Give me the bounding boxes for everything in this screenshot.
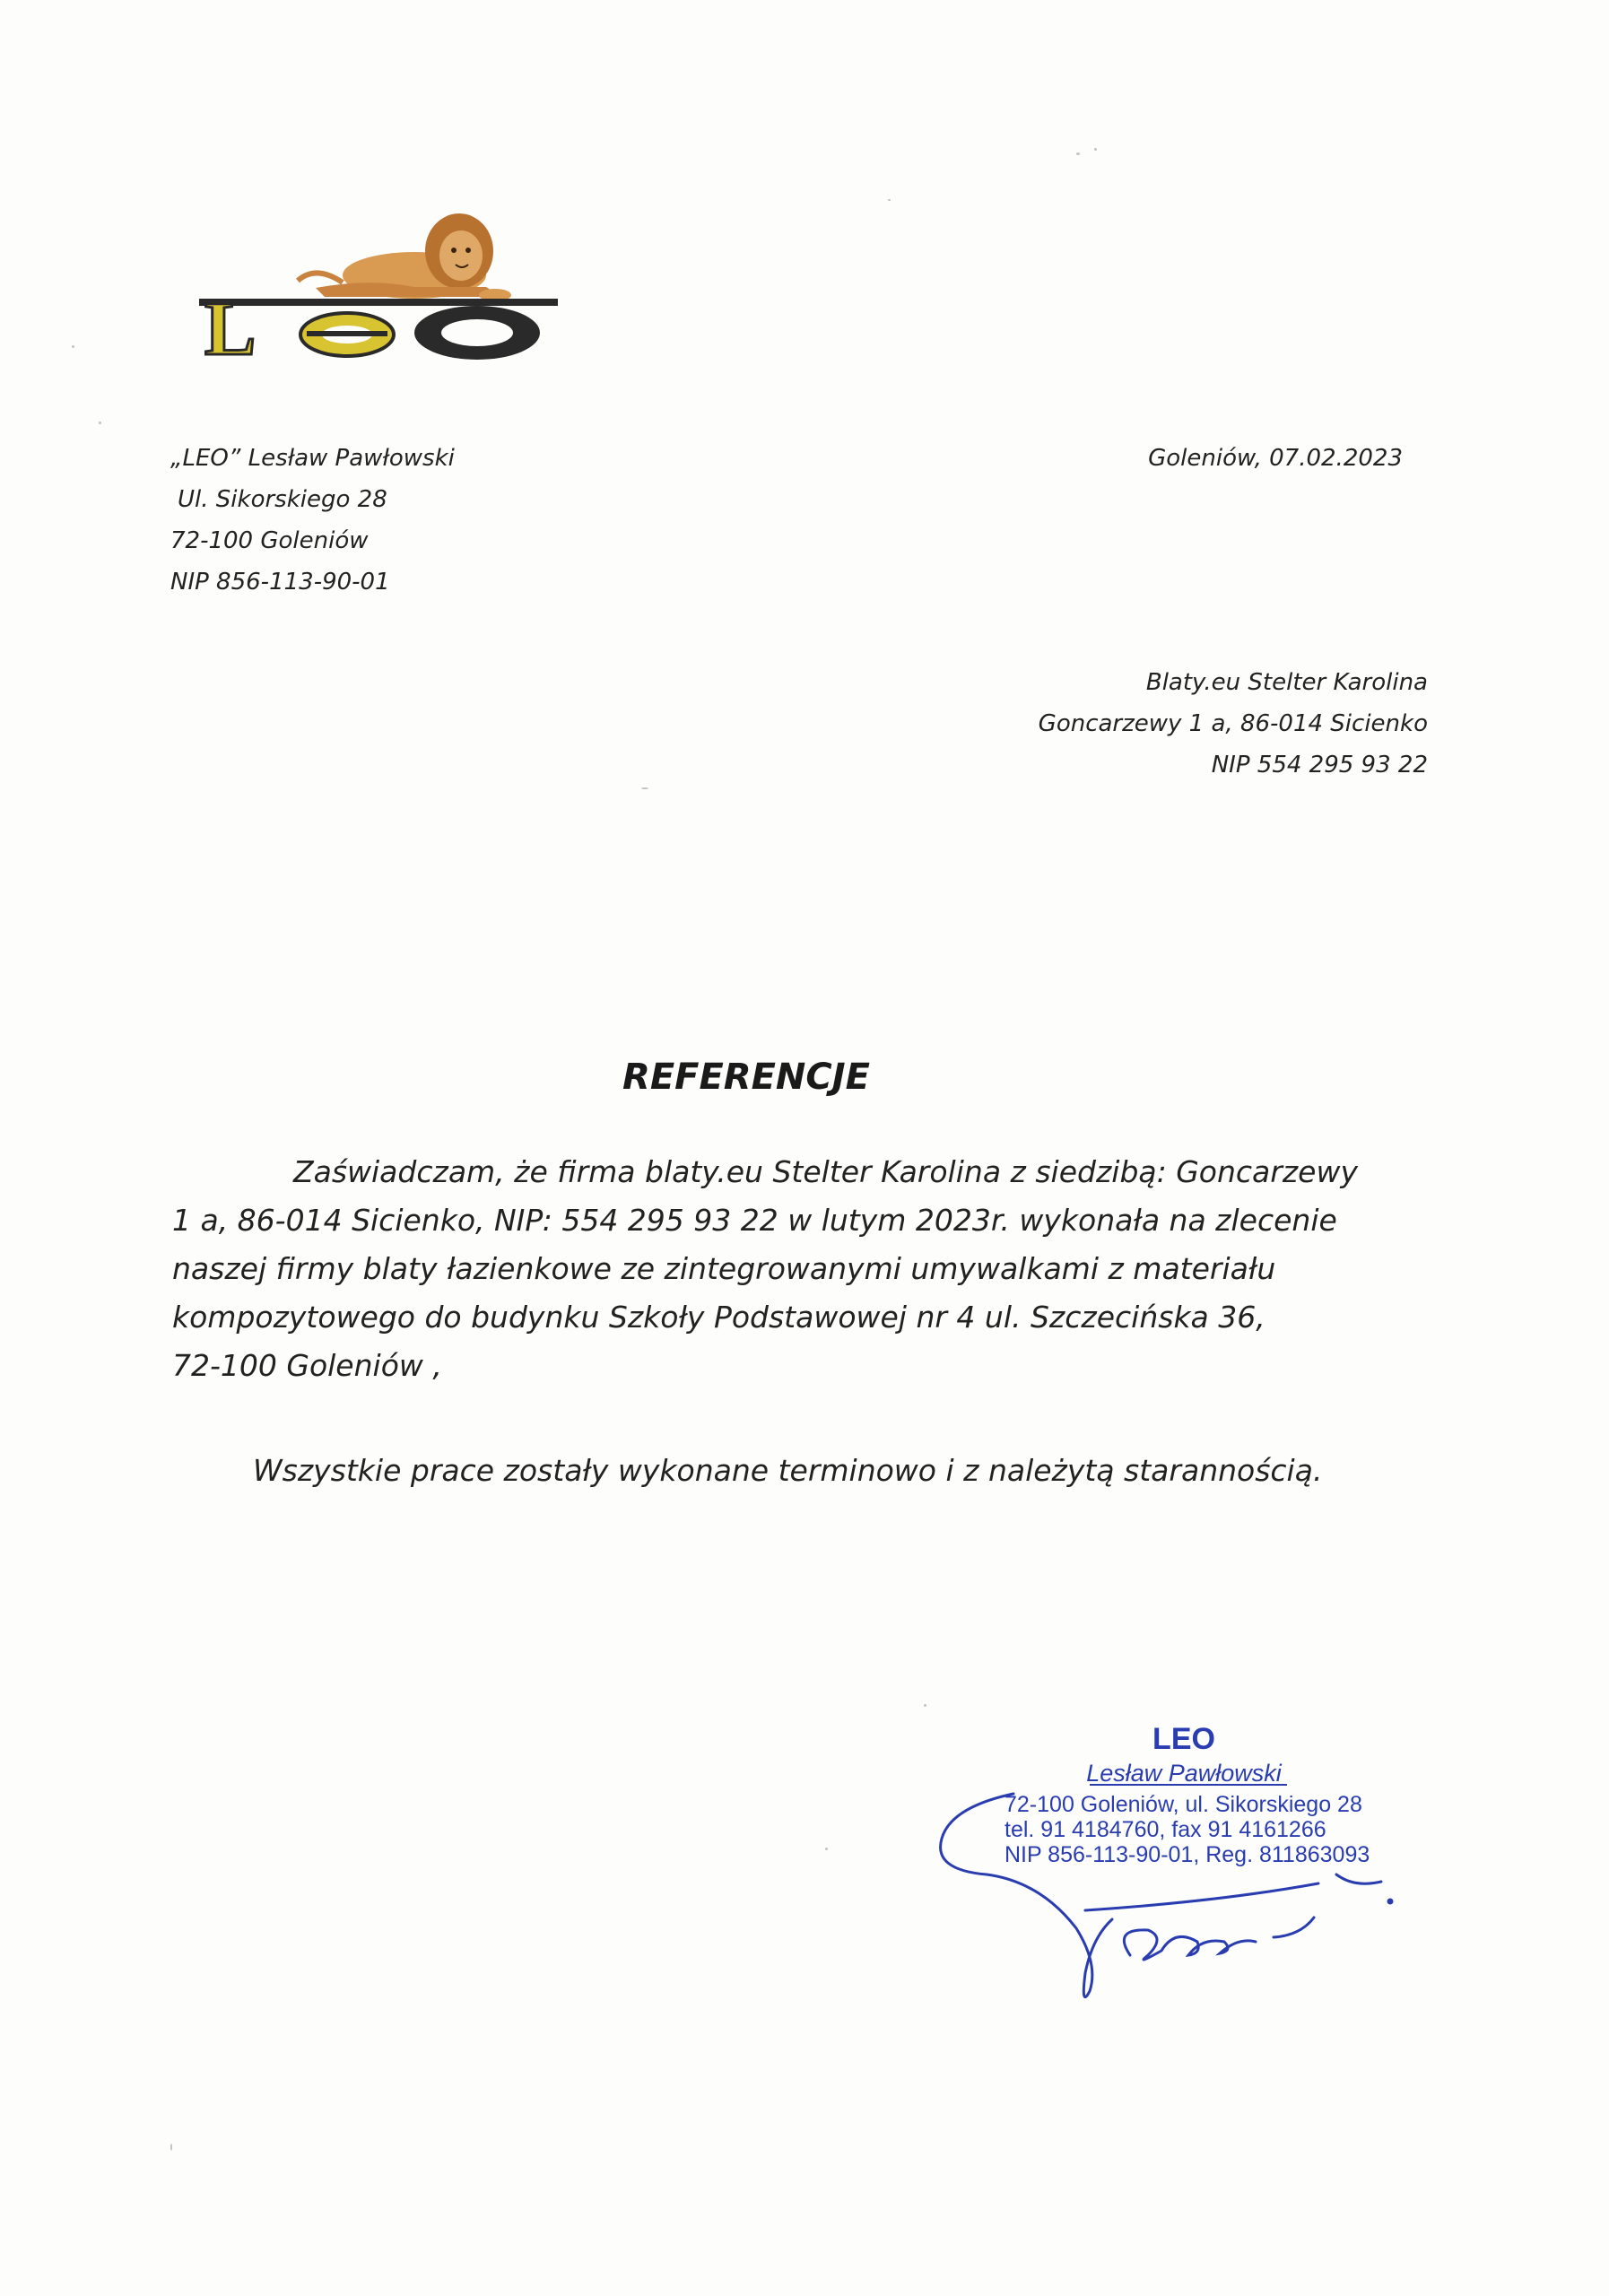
scan-speck: [924, 1704, 926, 1707]
scan-speck: [888, 199, 891, 201]
company-stamp: [933, 1722, 1435, 2018]
stamp-name: LEO: [1152, 1722, 1215, 1756]
scan-speck: [1076, 152, 1080, 155]
body-paragraph: [172, 1148, 1437, 1390]
lion-icon: [298, 213, 511, 301]
recipient-address: [1039, 662, 1428, 786]
stamp-owner: Lesław Pawłowski: [1086, 1760, 1282, 1787]
body-line: kompozytowego do budynku Szkoły Podstawowej nr 4 ul. Szczecińska 36,: [172, 1300, 1265, 1335]
leo-logo: [190, 202, 567, 363]
body-line: 1 a, 86-014 Sicienko, NIP: 554 295 93 22 w lutym 2023r. wykonała na zlecenie: [172, 1203, 1337, 1238]
sender-city: 72-100 Goleniów: [170, 527, 369, 554]
recipient-street: Goncarzewy 1 a, 86-014 Sicienko: [1038, 710, 1428, 737]
document-title: [0, 1057, 1609, 1098]
scan-speck: [1094, 148, 1097, 151]
document-title-text: REFERENCJE: [622, 1057, 870, 1098]
scan-speck: [99, 422, 101, 424]
sender-street: Ul. Sikorskiego 28: [178, 486, 387, 513]
scan-speck: [72, 345, 74, 348]
body-line: 72-100 Goleniów ,: [172, 1348, 442, 1383]
sender-name: „LEO” Lesław Pawłowski: [170, 445, 455, 472]
stamp-phone: tel. 91 4184760, fax 91 4161266: [1005, 1817, 1326, 1842]
scan-speck: [825, 1848, 828, 1850]
body-line: Zaświadczam, że firma blaty.eu Stelter Karolina z siedzibą: Goncarzewy: [293, 1154, 1358, 1189]
place-date: Goleniów, 07.02.2023: [1148, 445, 1403, 472]
body-line: naszej firmy blaty łazienkowe ze zintegrowanymi umywalkami z materiału: [172, 1251, 1276, 1286]
scan-speck: [170, 2144, 172, 2151]
stamp-address: 72-100 Goleniów, ul. Sikorskiego 28: [1005, 1792, 1362, 1817]
sender-nip: NIP 856-113-90-01: [170, 569, 390, 596]
svg-text:L: L: [204, 285, 257, 363]
recipient-nip: NIP 554 295 93 22: [1211, 752, 1428, 778]
closing-statement: Wszystkie prace zostały wykonane terminowo i z należytą starannością.: [253, 1453, 1323, 1488]
stamp-ids: NIP 856-113-90-01, Reg. 811863093: [1005, 1842, 1370, 1867]
recipient-name: Blaty.eu Stelter Karolina: [1145, 669, 1428, 696]
scan-speck: [641, 787, 648, 789]
sender-address: [170, 438, 455, 603]
